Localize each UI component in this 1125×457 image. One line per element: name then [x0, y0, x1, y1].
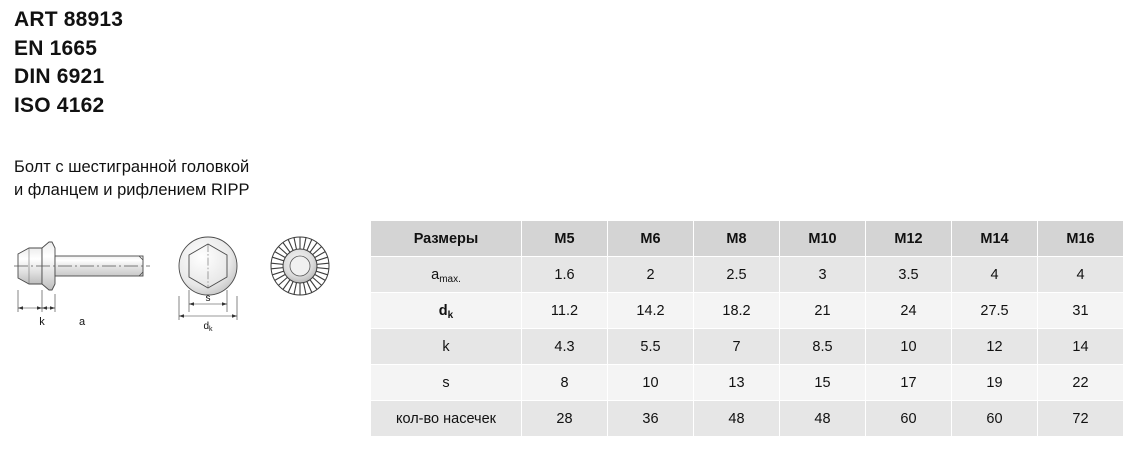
cell-value: 21 [780, 293, 866, 329]
cell-value: 2.5 [694, 257, 780, 293]
cell-value: 5.5 [608, 329, 694, 365]
cell-value: 24 [866, 293, 952, 329]
cell-value: 22 [1038, 365, 1124, 401]
standard-item: DIN 6921 [14, 65, 105, 88]
standard-item: EN 1665 [14, 36, 98, 60]
cell-value: 15 [780, 365, 866, 401]
cell-value: 13 [694, 365, 780, 401]
column-header-m6: M6 [608, 221, 694, 257]
ripp-serration-drawing [271, 237, 329, 295]
row-label-text: a [431, 266, 440, 283]
cell-value: 8 [522, 365, 608, 401]
cell-value: 28 [522, 401, 608, 437]
dim-label-k: k [39, 316, 45, 328]
standard-item: ART 88913 [14, 8, 124, 31]
table-row [371, 257, 1124, 293]
table-row [371, 329, 1124, 365]
row-label-subscript: k [447, 309, 454, 321]
column-header-m14: M14 [952, 221, 1038, 257]
bolt-side-view-drawing [14, 242, 150, 328]
column-header-m10: M10 [780, 221, 866, 257]
cell-value: 7 [694, 329, 780, 365]
product-description [14, 156, 364, 202]
row-label-subscript: max. [439, 273, 461, 285]
cell-value: 3 [780, 257, 866, 293]
cell-value: 60 [866, 401, 952, 437]
cell-value: 10 [866, 329, 952, 365]
table-body [371, 257, 1124, 437]
dimensions-table-wrapper [370, 220, 1124, 437]
cell-value: 10 [608, 365, 694, 401]
cell-value: 2 [608, 257, 694, 293]
cell-value: 17 [866, 365, 952, 401]
column-header-m8: M8 [694, 221, 780, 257]
table-row [371, 401, 1124, 437]
column-header-m5: M5 [522, 221, 608, 257]
cell-value: 27.5 [952, 293, 1038, 329]
table-head [371, 221, 1124, 257]
row-label-k: k [371, 329, 522, 365]
table-row [371, 293, 1124, 329]
cell-value: 11.2 [522, 293, 608, 329]
cell-value: 18.2 [694, 293, 780, 329]
cell-value: 1.6 [522, 257, 608, 293]
cell-value: 48 [694, 401, 780, 437]
table-row [371, 365, 1124, 401]
bolt-top-view-drawing [179, 237, 237, 333]
cell-value: 3.5 [866, 257, 952, 293]
row-label-text: d [438, 302, 448, 319]
row-label-dk [371, 293, 522, 329]
row-label-serration-count: кол-во насечек [371, 401, 522, 437]
table-header-row [371, 221, 1124, 257]
cell-value: 19 [952, 365, 1038, 401]
description-line-2: и фланцем и рифлением RIPP [14, 181, 250, 199]
column-header-sizes: Размеры [371, 221, 522, 257]
cell-value: 8.5 [780, 329, 866, 365]
cell-value: 4 [952, 257, 1038, 293]
cell-value: 14.2 [608, 293, 694, 329]
standards-list [14, 6, 364, 120]
cell-value: 4 [1038, 257, 1124, 293]
cell-value: 4.3 [522, 329, 608, 365]
row-label-s: s [371, 365, 522, 401]
standard-item: ISO 4162 [14, 93, 105, 117]
dim-label-a: a [78, 316, 86, 328]
left-column [14, 6, 364, 202]
technical-drawings [8, 228, 348, 343]
cell-value: 31 [1038, 293, 1124, 329]
cell-value: 72 [1038, 401, 1124, 437]
column-header-m16: M16 [1038, 221, 1124, 257]
cell-value: 14 [1038, 329, 1124, 365]
cell-value: 36 [608, 401, 694, 437]
dimensions-table [370, 220, 1124, 437]
row-label-a-max [371, 257, 522, 293]
column-header-m12: M12 [866, 221, 952, 257]
description-line-1: Болт с шестигранной головкой [14, 158, 250, 176]
cell-value: 12 [952, 329, 1038, 365]
cell-value: 48 [780, 401, 866, 437]
dim-label-dk: $d_k$ [203, 321, 213, 333]
dim-label-s: s [205, 293, 211, 304]
cell-value: 60 [952, 401, 1038, 437]
